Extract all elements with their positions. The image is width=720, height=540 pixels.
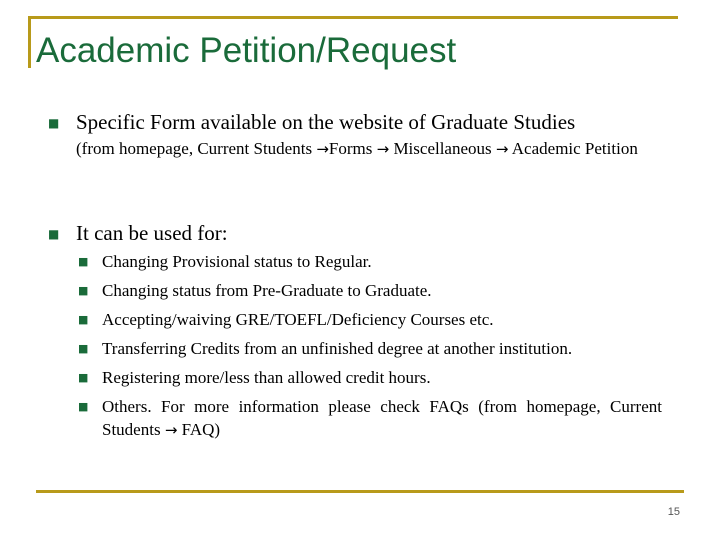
arrow-right-icon: → — [495, 140, 509, 158]
list-item — [78, 366, 662, 389]
arrow-right-icon: → — [164, 421, 178, 439]
list-item-text: Accepting/waiving GRE/TOEFL/Deficiency Courses etc. — [102, 310, 494, 329]
list-item-text: Changing Provisional status to Regular. — [102, 252, 372, 271]
list-item-text: Registering more/less than allowed credit hours. — [102, 368, 431, 387]
square-bullet-icon: ■ — [48, 227, 60, 241]
list-item — [78, 308, 662, 331]
arrow-right-icon: → — [376, 140, 390, 158]
list-item — [78, 250, 662, 273]
bullet-uses-heading: It can be used for: — [76, 221, 228, 245]
square-bullet-icon: ■ — [78, 400, 89, 413]
square-bullet-icon: ■ — [78, 313, 89, 326]
list-item-text-end: FAQ) — [177, 420, 221, 439]
left-decorative-rule — [28, 16, 31, 68]
square-bullet-icon: ■ — [78, 342, 89, 355]
list-item-text: Changing status from Pre-Graduate to Graduate. — [102, 281, 432, 300]
list-item — [78, 279, 662, 302]
list-item — [78, 395, 662, 442]
list-item-text: Transferring Credits from an unfinished degree at another institution. — [102, 339, 573, 358]
square-bullet-icon: ■ — [78, 371, 89, 384]
top-decorative-rule — [28, 16, 678, 19]
list-item-text: Others. For more information please check FAQs (from homepage, Current Students — [102, 397, 662, 439]
path-prefix: (from homepage, Current Students — [76, 139, 317, 158]
square-bullet-icon: ■ — [78, 284, 89, 297]
path-forms: Forms — [328, 139, 377, 158]
list-item — [78, 337, 662, 360]
bullet-website-form: Specific Form available on the website of Graduate Studies — [76, 110, 576, 134]
path-academic-petition: Academic Petition — [511, 139, 638, 158]
bullet-website-path — [76, 137, 656, 161]
bottom-decorative-rule — [36, 490, 684, 493]
slide-title: Academic Petition/Request — [36, 31, 457, 70]
uses-list — [78, 250, 662, 448]
square-bullet-icon: ■ — [48, 116, 60, 130]
arrow-right-icon: → — [316, 140, 329, 158]
square-bullet-icon: ■ — [78, 255, 89, 268]
page-number: 15 — [667, 506, 680, 518]
path-miscellaneous: Miscellaneous — [389, 139, 496, 158]
